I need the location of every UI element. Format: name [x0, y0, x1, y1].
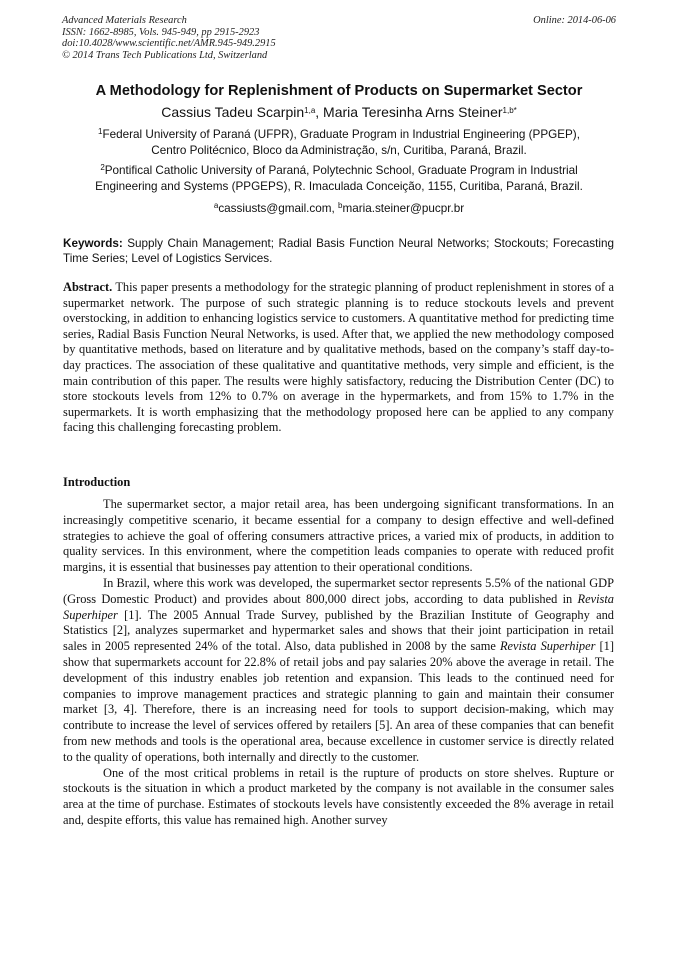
email-a-mark: a	[213, 201, 219, 210]
intro-paragraph-2	[63, 576, 614, 766]
intro-paragraph-3: One of the most critical problems in retail is the rupture of products on store shelves. Rupture or stockouts is the situation in which a product marketed by the company is not available in the consumer sales area at the time of purchase. Estimates of stockouts levels have consistently exceeded the 8% average in retail and, despite efforts, this value has remained high. Another survey	[63, 765, 614, 827]
paper-title: A Methodology for Replenishment of Products on Supermarket Sector	[95, 83, 583, 99]
email-b: maria.steiner@pucpr.br	[342, 202, 465, 215]
intro-p2-part-b: [1]. The 2005 Annual Trade Survey, published by the Brazilian Institute of Geography and Statistics [2], analyzes supermarket and hypermarket sales and shows that their joint participation in retail sales in 2005 represented 24% of the total. Also, data published in 2008 by the same	[63, 607, 614, 654]
keywords	[63, 236, 614, 267]
affiliation-1-line-1: Federal University of Paraná (UFPR), Graduate Program in Industrial Engineering (PPGEP),	[102, 128, 580, 141]
journal-citation-1: Revista Superhiper	[63, 591, 614, 622]
affiliation-2-line-2: Engineering and Systems (PPGEPS), R. Imaculada Conceição, 1155, Curitiba, Paraná, Brazil.	[95, 179, 583, 193]
journal-doi: doi:10.4028/www.scientific.net/AMR.945-949.2915	[62, 38, 276, 49]
abstract	[63, 280, 614, 436]
journal-copyright: © 2014 Trans Tech Publications Ltd, Switzerland	[62, 49, 268, 61]
affiliation-1-mark: 1	[98, 127, 103, 136]
journal-header	[62, 15, 616, 61]
affiliation-2	[50, 163, 628, 194]
email-a: cassiusts@gmail.com,	[218, 202, 339, 215]
author-line	[40, 103, 638, 121]
intro-p2-part-a: In Brazil, where this work was developed, the supermarket sector represents 5.5% of the national GDP (Gross Domestic Product) and provides about 800,000 direct jobs, according to data published in	[63, 575, 614, 606]
affiliation-1	[50, 127, 628, 158]
author-1: Cassius Tadeu Scarpin	[161, 104, 305, 120]
author-separator: ,	[315, 104, 324, 120]
journal-issn: ISSN: 1662-8985, Vols. 945-949, pp 2915-2923	[62, 26, 260, 38]
introduction-body	[63, 497, 614, 829]
journal-citation-2: Revista Superhiper	[499, 639, 596, 654]
author-1-affiliation-mark: 1,a	[304, 106, 316, 115]
author-2: Maria Teresinha Arns Steiner	[323, 104, 503, 120]
journal-name: Advanced Materials Research	[62, 15, 187, 26]
abstract-text: This paper presents a methodology for the strategic planning of product replenishment in stores of a supermarket network. The purpose of such strategic planning is to reduce stockouts levels and prevent overstocking, in addition to enhancing logistics service to customers. A quantitative method for predicting time series, Radial Basis Function Neural Networks, is used. After that, we applied the new methodology composed by quantitative methods, based on literature and by qualitative methods, based on the company’s staff day-to-day practices. The association of these qualitative and quantitative methods, very simple and efficient, is the main contribution of this paper. The results were highly satisfactory, reducing the Distribution Center (DC) to store stockouts levels from 12% to 0.7% on average in the hypermarkets, and from 15% to 1.7% in the supermarkets. It is worth emphasizing that the methodology proposed here can be applied to any company facing this challenging forecasting problem.	[63, 280, 614, 435]
affiliation-1-line-2: Centro Politécnico, Bloco da Administração, s/n, Curitiba, Paraná, Brazil.	[151, 143, 527, 157]
intro-paragraph-1: The supermarket sector, a major retail area, has been undergoing significant transformations. In an increasingly competitive scenario, it became essential for a company to design effective and well-defined strategies to achieve the goal of offering consumers attractive prices, a varied mix of products, in addition to quality services. In this environment, where the competition leads companies to operate with reduced profit margins, it is essential that businesses pay attention to their operational conditions.	[63, 497, 614, 575]
author-emails	[40, 201, 638, 216]
section-heading-introduction: Introduction	[63, 475, 131, 489]
keywords-text: Supply Chain Management; Radial Basis Function Neural Networks; Stockouts; Forecasting Time Series; Level of Logistics Services.	[63, 237, 614, 266]
author-2-affiliation-mark: 1,b*	[502, 106, 517, 115]
affiliation-2-line-1: Pontifical Catholic University of Paraná, Polytechnic School, Graduate Program in Industrial	[104, 164, 578, 177]
online-date: Online: 2014-06-06	[533, 15, 616, 26]
abstract-label: Abstract.	[63, 280, 113, 294]
affiliation-2-mark: 2	[100, 163, 105, 172]
keywords-label: Keywords:	[63, 237, 123, 250]
email-b-mark: b	[338, 201, 343, 210]
intro-p2-part-c: [1] show that supermarkets account for 22.8% of retail jobs and pay salaries 20% above the average in retail. The development of this industry enables job retention and expansion. This leads to the continued need for companies to improve management practices and strategic planning to gain and maintain their consumer market [3, 4]. Therefore, there is an increasing need for tools to support decision-making, which may contribute to increase the level of services offered by retailers [5]. An area of these companies that can benefit from new methods and tools is the operational area, because excellence in customer service is directly related to the quality of operations, both internally and directly to the customer.	[63, 639, 614, 764]
